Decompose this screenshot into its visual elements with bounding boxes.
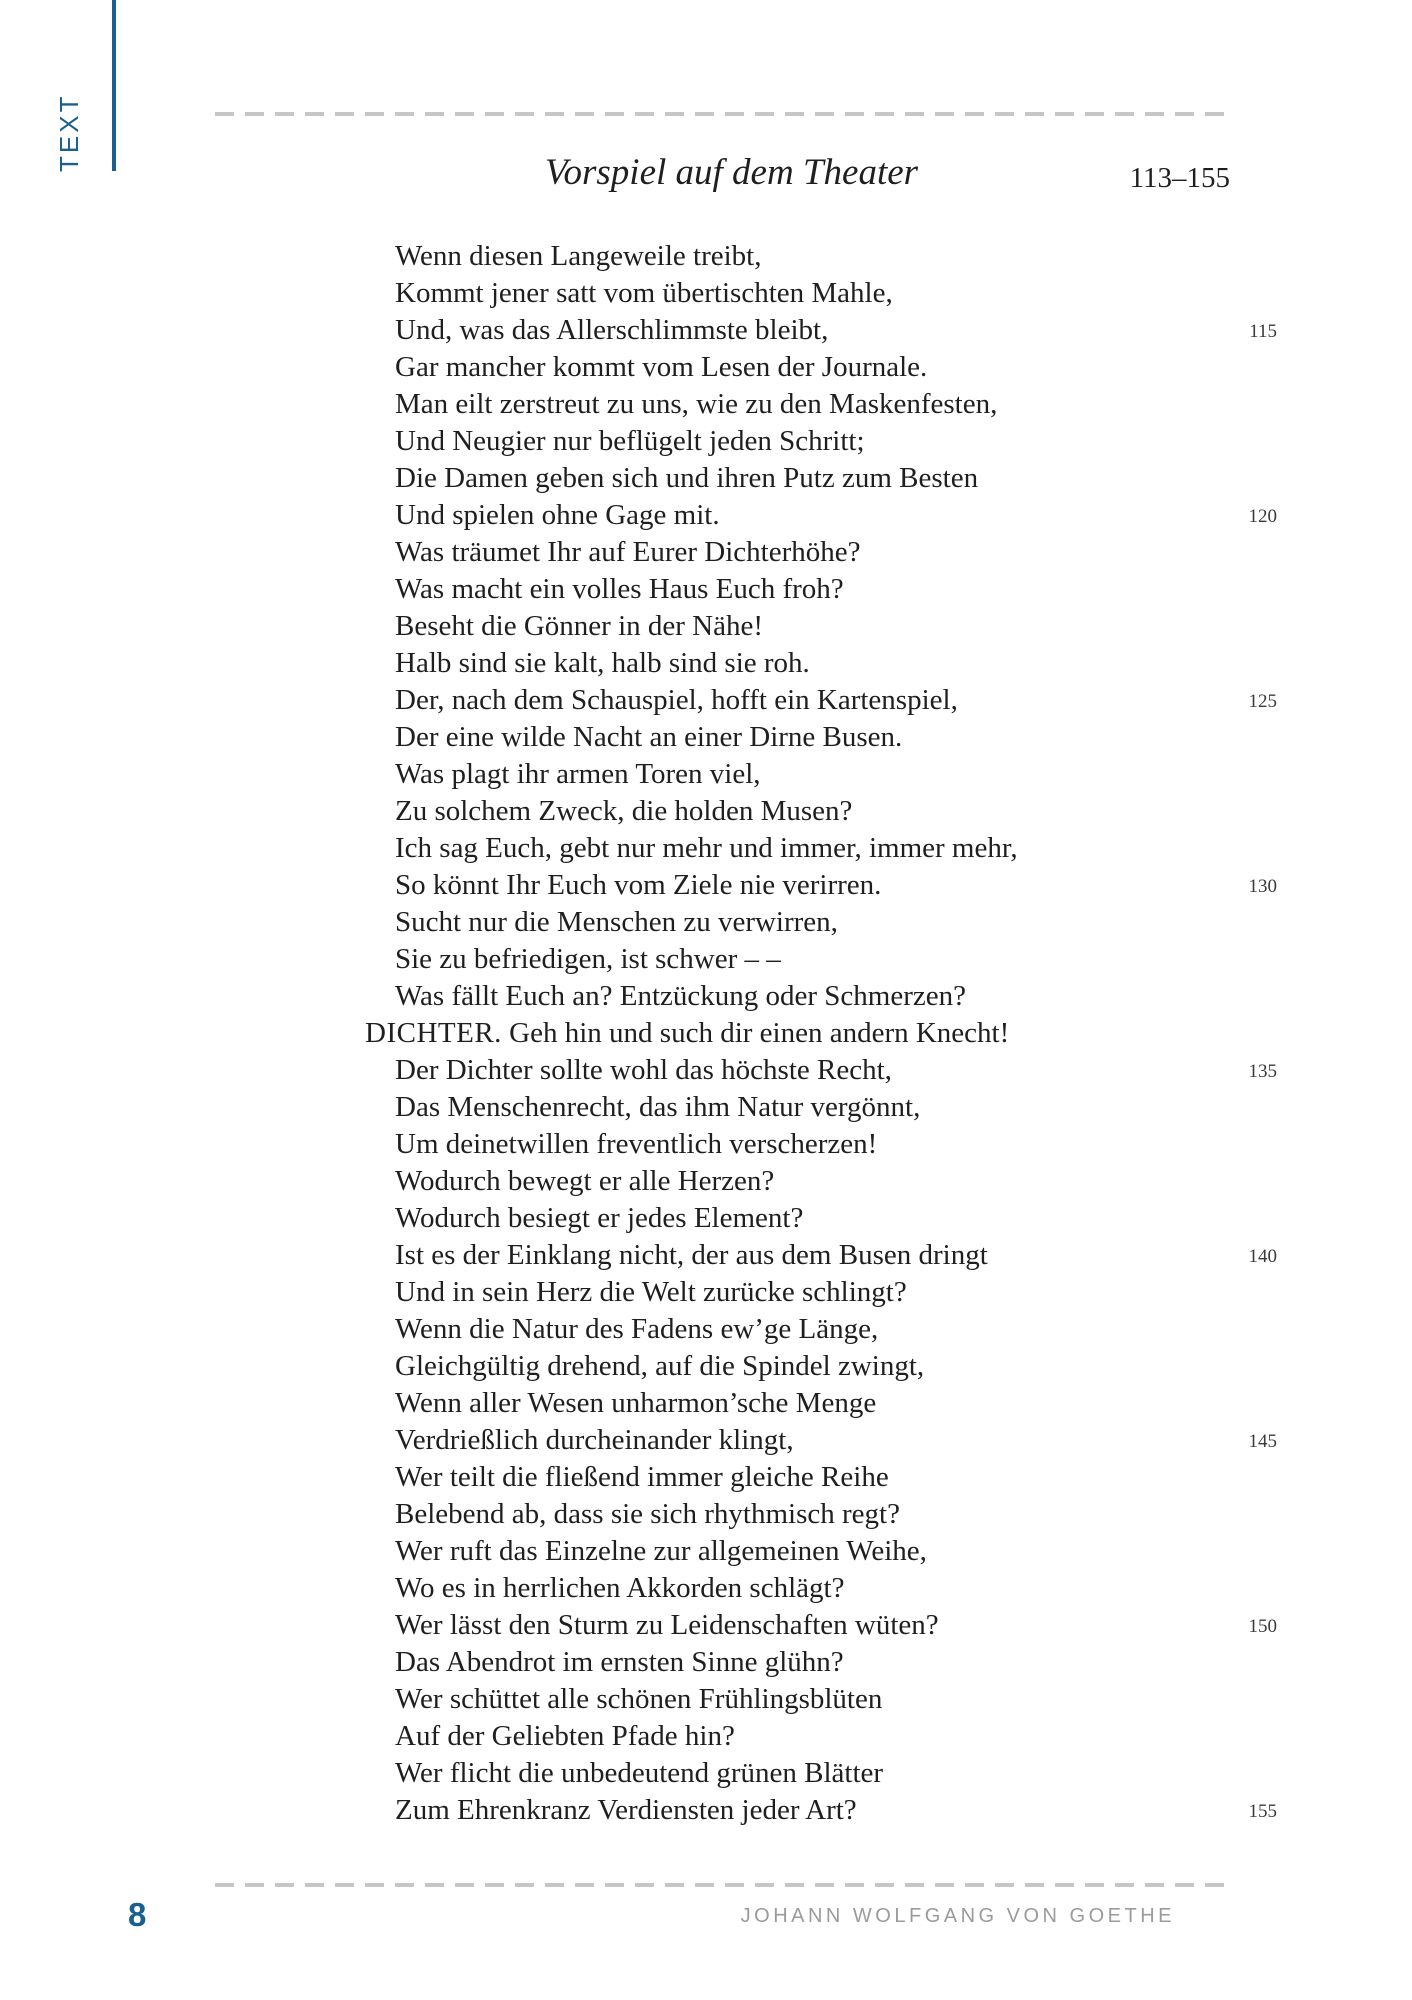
verse-line bbox=[365, 460, 1277, 497]
verse-line bbox=[365, 1052, 1277, 1089]
verse-text: Und, was das Allerschlimmste bleibt, bbox=[395, 314, 829, 346]
verse-line-number: 145 bbox=[1248, 1431, 1277, 1452]
verse-text: Sie zu befriedigen, ist schwer – – bbox=[395, 943, 781, 975]
verse-line-number: 140 bbox=[1248, 1246, 1277, 1267]
verse-line bbox=[365, 608, 1277, 645]
verse-text: Was fällt Euch an? Entzückung oder Schmerzen? bbox=[395, 980, 966, 1012]
verse-line bbox=[365, 497, 1277, 534]
verse-line bbox=[365, 1496, 1277, 1533]
verse-text: Kommt jener satt vom übertischten Mahle, bbox=[395, 277, 893, 309]
verse-text: Zu solchem Zweck, die holden Musen? bbox=[395, 795, 853, 827]
verse-text: Man eilt zerstreut zu uns, wie zu den Maskenfesten, bbox=[395, 388, 998, 420]
verse-line bbox=[365, 719, 1277, 756]
sidebar-accent-line bbox=[112, 0, 116, 171]
verse-line bbox=[365, 312, 1277, 349]
verse-line-number: 155 bbox=[1248, 1801, 1277, 1822]
verse-text: Wenn aller Wesen unharmon’sche Menge bbox=[395, 1387, 877, 1419]
verse-text: Wer teilt die fließend immer gleiche Reihe bbox=[395, 1461, 889, 1493]
verse-line-number: 125 bbox=[1248, 691, 1277, 712]
verse-text: Was macht ein volles Haus Euch froh? bbox=[395, 573, 844, 605]
verse-line bbox=[365, 867, 1277, 904]
verse-text: Wenn diesen Langeweile treibt, bbox=[395, 240, 762, 272]
verse-text: Geh hin und such dir einen andern Knecht! bbox=[509, 1017, 1010, 1049]
verse-line bbox=[365, 571, 1277, 608]
verse-line-number: 135 bbox=[1248, 1061, 1277, 1082]
verse-line-number: 130 bbox=[1248, 876, 1277, 897]
verse-line-number: 150 bbox=[1248, 1616, 1277, 1637]
verse-text: Wodurch bewegt er alle Herzen? bbox=[395, 1165, 775, 1197]
verse-line bbox=[365, 423, 1277, 460]
verse-text: Wenn die Natur des Fadens ew’ge Länge, bbox=[395, 1313, 879, 1345]
verse-text: So könnt Ihr Euch vom Ziele nie verirren. bbox=[395, 869, 882, 901]
verse-line bbox=[365, 1570, 1277, 1607]
verse-text: Ich sag Euch, gebt nur mehr und immer, immer mehr, bbox=[395, 832, 1018, 864]
verse-text: Zum Ehrenkranz Verdiensten jeder Art? bbox=[395, 1794, 857, 1826]
verse-line bbox=[365, 275, 1277, 312]
verse-text: Ist es der Einklang nicht, der aus dem Busen dringt bbox=[395, 1239, 988, 1271]
verse-line bbox=[365, 1237, 1277, 1274]
verse-line bbox=[365, 1015, 1277, 1052]
verse-text: Der, nach dem Schauspiel, hofft ein Kartenspiel, bbox=[395, 684, 958, 716]
verse-line bbox=[365, 1718, 1277, 1755]
verse-line bbox=[365, 1126, 1277, 1163]
verse-text: Wer lässt den Sturm zu Leidenschaften wüten? bbox=[395, 1609, 939, 1641]
scene-title: Vorspiel auf dem Theater bbox=[545, 152, 919, 193]
sidebar-tab-text: TEXT bbox=[54, 93, 84, 172]
verse-text: Der eine wilde Nacht an einer Dirne Busen. bbox=[395, 721, 903, 753]
verse-text: Und in sein Herz die Welt zurücke schlingt? bbox=[395, 1276, 907, 1308]
verse-text: Und Neugier nur beflügelt jeden Schritt; bbox=[395, 425, 865, 457]
verse-text: Wer schüttet alle schönen Frühlingsblüten bbox=[395, 1683, 883, 1715]
verse-line bbox=[365, 682, 1277, 719]
verse-text: Auf der Geliebten Pfade hin? bbox=[395, 1720, 735, 1752]
verse-text: Gar mancher kommt vom Lesen der Journale. bbox=[395, 351, 928, 383]
verse-line bbox=[365, 238, 1277, 275]
verse-line bbox=[365, 1311, 1277, 1348]
verse-text: Halb sind sie kalt, halb sind sie roh. bbox=[395, 647, 810, 679]
verse-line-number: 115 bbox=[1249, 321, 1277, 342]
line-range: 113–155 bbox=[1129, 162, 1230, 194]
verse-line bbox=[365, 1755, 1277, 1792]
speaker-name: DICHTER. bbox=[365, 1017, 502, 1049]
verse-line bbox=[365, 1422, 1277, 1459]
verse-text: Was träumet Ihr auf Eurer Dichterhöhe? bbox=[395, 536, 861, 568]
poem-container bbox=[365, 238, 1277, 1829]
verse-line bbox=[365, 1459, 1277, 1496]
verse-line bbox=[365, 1089, 1277, 1126]
verse-text: Beseht die Gönner in der Nähe! bbox=[395, 610, 764, 642]
verse-text: Wodurch besiegt er jedes Element? bbox=[395, 1202, 804, 1234]
verse-line bbox=[365, 1274, 1277, 1311]
verse-line bbox=[365, 1385, 1277, 1422]
verse-text: Was plagt ihr armen Toren viel, bbox=[395, 758, 761, 790]
verse-line bbox=[365, 645, 1277, 682]
author-name: JOHANN WOLFGANG VON GOETHE bbox=[740, 1905, 1175, 1927]
verse-line bbox=[365, 1348, 1277, 1385]
verse-text: Die Damen geben sich und ihren Putz zum Besten bbox=[395, 462, 979, 494]
verse-line bbox=[365, 978, 1277, 1015]
running-head bbox=[215, 0, 1230, 200]
verse-line bbox=[365, 1533, 1277, 1570]
page-number: 8 bbox=[128, 1896, 147, 1933]
verse-line bbox=[365, 793, 1277, 830]
verse-line bbox=[365, 1200, 1277, 1237]
verse-line bbox=[365, 1681, 1277, 1718]
verse-line-number: 120 bbox=[1248, 506, 1277, 527]
verse-text: Wer flicht die unbedeutend grünen Blätter bbox=[395, 1757, 884, 1789]
verse-line bbox=[365, 1607, 1277, 1644]
verse-line bbox=[365, 1644, 1277, 1681]
verse-line bbox=[365, 756, 1277, 793]
verse-text: Und spielen ohne Gage mit. bbox=[395, 499, 720, 531]
verse-line bbox=[365, 904, 1277, 941]
verse-text: Verdrießlich durcheinander klingt, bbox=[395, 1424, 794, 1456]
verse-text: Sucht nur die Menschen zu verwirren, bbox=[395, 906, 838, 938]
verse-text: Wo es in herrlichen Akkorden schlägt? bbox=[395, 1572, 845, 1604]
verse-line bbox=[365, 830, 1277, 867]
verse-line bbox=[365, 349, 1277, 386]
verse-line bbox=[365, 386, 1277, 423]
verse-line bbox=[365, 1163, 1277, 1200]
verse-line bbox=[365, 534, 1277, 571]
verse-text: Um deinetwillen freventlich verscherzen! bbox=[395, 1128, 878, 1160]
verse-text: Gleichgültig drehend, auf die Spindel zwingt, bbox=[395, 1350, 925, 1382]
bottom-dashed-rule bbox=[215, 1883, 1230, 1887]
verse-text: Der Dichter sollte wohl das höchste Recht, bbox=[395, 1054, 892, 1086]
verse-line bbox=[365, 941, 1277, 978]
verse-text: Das Menschenrecht, das ihm Natur vergönnt, bbox=[395, 1091, 921, 1123]
verse-line bbox=[365, 1792, 1277, 1829]
verse-text: Das Abendrot im ernsten Sinne glühn? bbox=[395, 1646, 844, 1678]
verse-text: Belebend ab, dass sie sich rhythmisch regt? bbox=[395, 1498, 900, 1530]
verse-text: Wer ruft das Einzelne zur allgemeinen Weihe, bbox=[395, 1535, 927, 1567]
